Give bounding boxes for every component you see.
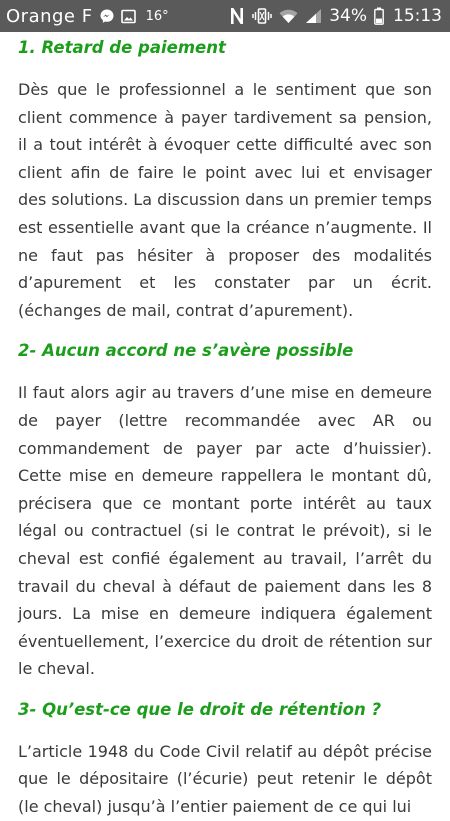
- battery-percent: 34%: [329, 6, 367, 26]
- clock: 15:13: [393, 6, 442, 26]
- status-bar: [0, 0, 450, 32]
- status-right: [229, 6, 442, 26]
- section-heading-retard: 1. Retard de paiement: [18, 38, 226, 57]
- section-heading-accord: 2- Aucun accord ne s’avère possible: [18, 341, 354, 361]
- signal-icon: [305, 8, 322, 24]
- image-icon: [121, 9, 136, 24]
- section-paragraph-retard: Dès que le professionnel a le sentiment que son client commence à payer tardivement sa pension, il a tout intérêt à évoquer cette difficulté avec son client afin de faire le point avec lui et envisager des solutions. La discussion dans un premier temps est essentielle avant que la créance n’augmente. Il ne faut pas hésiter à proposer des modalités d’apurement et les constater par un écrit. (échanges de mail, contrat d’apurement).: [18, 80, 432, 320]
- article-content: [18, 34, 432, 821]
- section-heading-retention: 3- Qu’est-ce que le droit de rétention ?: [18, 699, 382, 719]
- status-left: [6, 6, 229, 27]
- battery-icon: [374, 7, 384, 25]
- carrier-name: Orange F: [6, 5, 93, 27]
- wifi-icon: [279, 8, 298, 24]
- messenger-icon: [99, 8, 115, 24]
- temperature: 16°: [145, 8, 169, 24]
- section-paragraph-accord: Il faut alors agir au travers d’une mise en demeure de payer (lettre recommandée avec AR ou commandement de payer par acte d’huissier). Cette mise en demeure rappellera le montant dû, précisera que ce montant porte intérêt au taux légal ou contractuel (si le contrat le prévoit), si le cheval est confié également au travail, l’arrêt du travail du cheval à défaut de paiement dans les 8 jours. La mise en demeure indiquera également éventuellement, l’exercice du droit de rétention sur le cheval.: [18, 383, 432, 679]
- vibrate-icon: [252, 7, 272, 25]
- section-paragraph-retention: L’article 1948 du Code Civil relatif au dépôt précise que le dépositaire (l’écurie) peut retenir le dépôt (le cheval) jusqu’à l’entier paiement de ce qui lui: [18, 741, 432, 817]
- nfc-icon: [229, 7, 245, 25]
